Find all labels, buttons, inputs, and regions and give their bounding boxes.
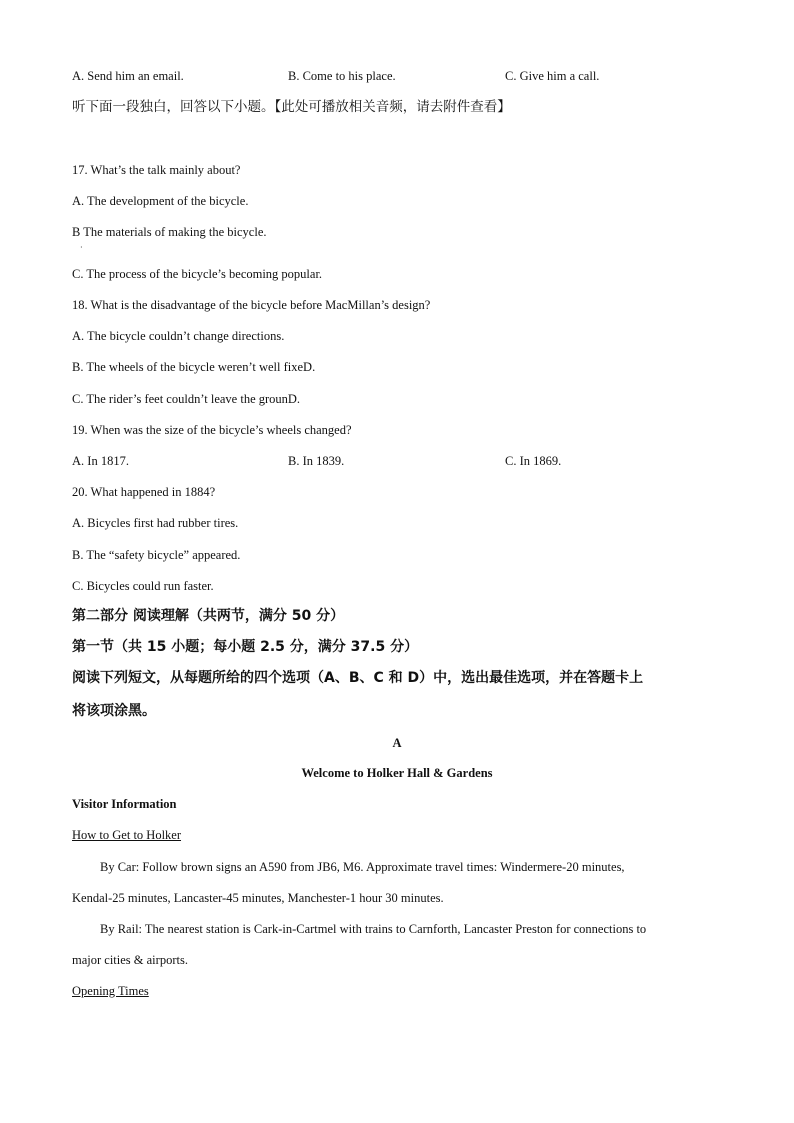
part2-heading: 第二部分 阅读理解（共两节，满分 50 分） — [72, 608, 345, 624]
visitor-info-heading: Visitor Information — [72, 797, 177, 811]
q17-option-c: C. The process of the bicycle’s becoming popular. — [72, 267, 323, 281]
q20-option-c: C. Bicycles could run faster. — [72, 579, 214, 593]
q16-option-a: A. Send him an email. — [72, 69, 184, 83]
q19-option-a: A. In 1817. — [72, 454, 129, 468]
q20-option-b: B. The “safety bicycle” appeared. — [72, 548, 241, 562]
by-rail-line1: By Rail: The nearest station is Cark-in-Cartmel with trains to Carnforth, Lancaster Preston for connections to — [100, 922, 647, 936]
q17-option-b: B The materials of making the bicycle. — [72, 225, 267, 239]
stray-dot: · — [80, 243, 83, 252]
reading-instruction-line1: 阅读下列短文，从每题所给的四个选项（A、B、C 和 D）中，选出最佳选项，并在答题卡上 — [72, 670, 644, 686]
by-rail-line2: major cities & airports. — [72, 953, 188, 967]
q20-option-a: A. Bicycles first had rubber tires. — [72, 516, 239, 530]
passage-title: Welcome to Holker Hall & Gardens — [301, 766, 493, 780]
passage-letter: A — [392, 736, 402, 750]
q16-option-b: B. Come to his place. — [288, 69, 396, 83]
q18-option-a: A. The bicycle couldn’t change directions. — [72, 329, 285, 343]
q16-option-c: C. Give him a call. — [505, 69, 600, 83]
opening-times-heading: Opening Times — [72, 984, 149, 998]
q18-question: 18. What is the disadvantage of the bicycle before MacMillan’s design? — [72, 298, 431, 312]
q19-option-b: B. In 1839. — [288, 454, 345, 468]
q18-option-c: C. The rider’s feet couldn’t leave the grounD. — [72, 392, 301, 406]
q17-option-a: A. The development of the bicycle. — [72, 194, 249, 208]
section1-heading: 第一节（共 15 小题；每小题 2.5 分，满分 37.5 分） — [72, 639, 419, 655]
q17-question: 17. What’s the talk mainly about? — [72, 163, 241, 177]
q19-option-c: C. In 1869. — [505, 454, 562, 468]
monologue-instruction: 听下面一段独白，回答以下小题。【此处可播放相关音频，请去附件查看】 — [72, 99, 511, 115]
reading-instruction-line2: 将该项涂黑。 — [72, 703, 156, 719]
by-car-line1: By Car: Follow brown signs an A590 from JB6, M6. Approximate travel times: Windermere-20 minutes, — [100, 860, 625, 874]
how-to-get-heading: How to Get to Holker — [72, 828, 182, 842]
by-car-line2: Kendal-25 minutes, Lancaster-45 minutes, Manchester-1 hour 30 minutes. — [72, 891, 444, 905]
q18-option-b: B. The wheels of the bicycle weren’t well fixeD. — [72, 360, 316, 374]
q19-question: 19. When was the size of the bicycle’s wheels changed? — [72, 423, 352, 437]
q20-question: 20. What happened in 1884? — [72, 485, 216, 499]
